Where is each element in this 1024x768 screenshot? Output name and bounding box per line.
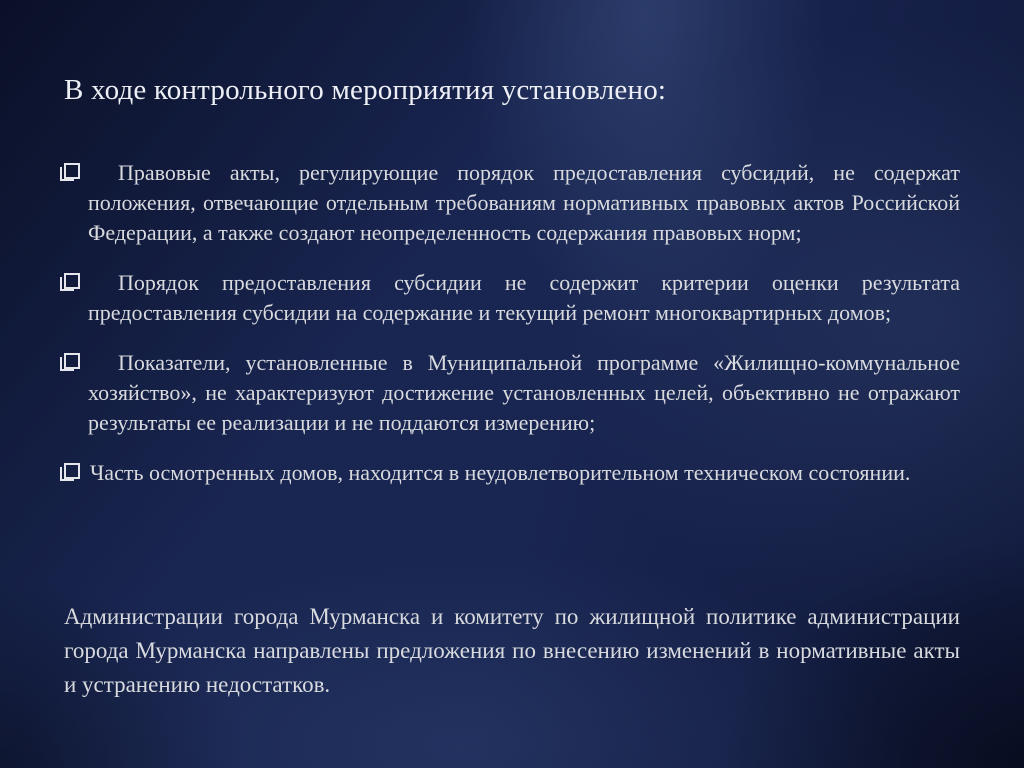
bullet-text: Порядок предоставления субсидии не содержит критерии оценки результата предоставления субсидии на содержание и текущий ремонт многоквартирных домов; <box>88 270 960 325</box>
shadowed-checkbox-bullet-icon <box>64 353 80 369</box>
bullet-item <box>88 158 960 248</box>
bullet-item <box>88 268 960 328</box>
shadowed-checkbox-bullet-icon <box>64 463 80 479</box>
bullet-text: Правовые акты, регулирующие порядок предоставления субсидий, не содержат положения, отвечающие отдельным требованиям нормативных правовых актов Российской Федерации, а также создают неопределенность содержания правовых норм; <box>88 160 960 245</box>
bullet-text: Показатели, установленные в Муниципальной программе «Жилищно-коммунальное хозяйство», не характеризуют достижение установленных целей, объективно не отражают результаты ее реализации и не поддаются измерению; <box>88 350 960 435</box>
bullet-text: Часть осмотренных домов, находится в неудовлетворительном техническом состоянии. <box>90 460 911 485</box>
shadowed-checkbox-bullet-icon <box>64 163 80 179</box>
bullet-item <box>88 348 960 438</box>
bullet-item <box>88 458 960 488</box>
bullet-list <box>64 158 960 488</box>
slide-title: В ходе контрольного мероприятия установлено: <box>64 74 667 106</box>
shadowed-checkbox-bullet-icon <box>64 273 80 289</box>
conclusion-paragraph: Администрации города Мурманска и комитету по жилищной политике администрации города Мурманска направлены предложения по внесению изменений в нормативные акты и устранению недостатков. <box>64 604 960 697</box>
